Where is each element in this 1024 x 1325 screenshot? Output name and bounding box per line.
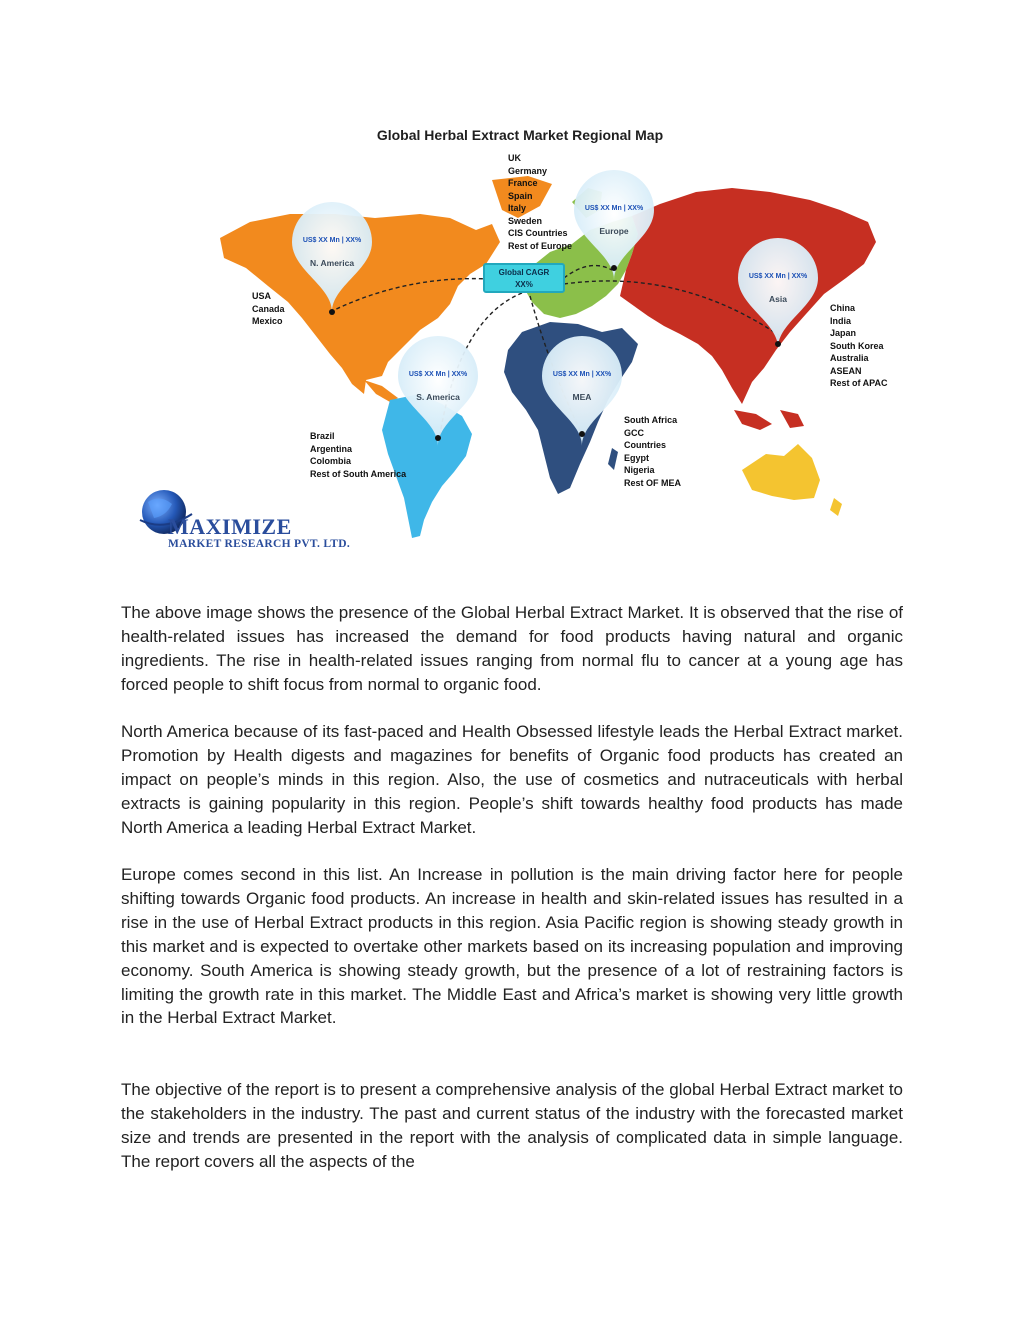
country-label: Sweden — [508, 215, 543, 226]
paragraph-3: Europe comes second in this list. An Increase in pollution is the main driving factor here for people shifting towards Organic food products. An increase in health and skin-related issues has resulted in a rise in the use of Herbal Extract products in this region. Asia Pacific region is showing steady growth in this market and is expected to overtake other markets based on its increasing population and improving economy. South America is showing steady growth, but the presence of a lot of restraining factors is limiting the growth rate in this market. The Middle East and Africa’s market is showing very little growth in the Herbal Extract Market. — [121, 865, 903, 1028]
pin-value: US$ XX Mn | XX% — [552, 371, 612, 378]
pin-value: US$ XX Mn | XX% — [408, 371, 468, 378]
country-label: China — [830, 303, 856, 313]
paragraph-4: The objective of the report is to present a comprehensive analysis of the global Herbal Extract market to the stakeholders in the industry. The past and current status of the industry with the forecasted market size and trends are presented in the report with the analysis of complicated data in simple language. The report covers all the aspects of the — [121, 1080, 903, 1171]
pin-europe — [574, 194, 654, 264]
country-list-mea — [624, 414, 681, 489]
country-label: ASEAN — [830, 365, 862, 376]
country-label: South Korea — [830, 340, 884, 351]
pin-asia — [738, 262, 818, 332]
pin-value: US$ XX Mn | XX% — [584, 205, 644, 212]
country-label: USA — [252, 291, 272, 301]
map-title: Global Herbal Extract Market Regional Map — [376, 127, 664, 143]
pin-value: US$ XX Mn | XX% — [302, 237, 362, 244]
country-label: Japan — [830, 328, 857, 338]
pin-mea — [542, 360, 622, 430]
paragraph-1: The above image shows the presence of the Global Herbal Extract Market. It is observed that the rise of health-related issues has increased the demand for food products having natural and organic ingredients. The rise in health-related issues ranging from normal flu to cancer at a young age has forced people to shift focus from normal to organic food. — [121, 603, 903, 694]
country-list-south-america — [310, 430, 406, 480]
country-label: Argentina — [310, 443, 353, 454]
country-label: Rest of South America — [310, 468, 407, 479]
cagr-label: Global CAGR — [498, 268, 550, 277]
country-label: Egypt — [624, 452, 650, 463]
global-cagr-badge — [483, 263, 565, 293]
logo-name: MAXIMIZE — [168, 514, 292, 539]
pin-region-name: Europe — [599, 226, 629, 236]
country-label: Brazil — [310, 431, 335, 441]
oceania-shape — [742, 444, 820, 500]
pin-value: US$ XX Mn | XX% — [748, 273, 808, 280]
country-label: Germany — [508, 165, 548, 176]
regional-map-figure — [120, 118, 910, 558]
country-label: Rest of APAC — [830, 378, 888, 388]
country-label: Italy — [508, 203, 527, 213]
cagr-value: XX% — [515, 280, 533, 289]
country-label: UK — [508, 153, 521, 163]
country-label: Spain — [508, 190, 533, 201]
pin-region-name: S. America — [416, 392, 460, 402]
country-list-europe — [508, 152, 572, 252]
paragraph-2: North America because of its fast-paced and Health Obsessed lifestyle leads the Herbal Extract market. Promotion by Health digests and magazines for benefits of Organic food products has created an impact on people’s minds in this region. Also, the use of cosmetics and nutraceuticals with herbal extracts is gaining popularity in this region. People’s shift towards healthy food products has made North America a leading Herbal Extract Market. — [121, 722, 903, 837]
country-label: France — [508, 178, 538, 188]
country-label: CIS Countries — [508, 228, 568, 238]
pin-region-name: N. America — [309, 258, 355, 268]
country-label: GCC — [624, 427, 644, 438]
pin-region-name: MEA — [572, 392, 592, 402]
country-list-north-america — [252, 290, 285, 328]
country-label: Rest OF MEA — [624, 477, 682, 488]
country-label: Mexico — [252, 316, 283, 326]
pin-north-america — [292, 226, 372, 296]
country-label: Nigeria — [624, 465, 655, 475]
pin-region-name: Asia — [769, 294, 787, 304]
country-label: Countries — [624, 440, 667, 450]
country-label: South Africa — [624, 415, 678, 425]
country-list-asia — [830, 302, 888, 390]
country-label: Australia — [830, 353, 869, 363]
country-label: Rest of Europe — [508, 240, 573, 251]
pin-south-america — [398, 360, 478, 430]
logo-tagline: MARKET RESEARCH PVT. LTD. — [168, 538, 351, 550]
country-label: Canada — [252, 303, 285, 314]
country-label: India — [830, 315, 852, 326]
country-label: Colombia — [310, 456, 352, 466]
